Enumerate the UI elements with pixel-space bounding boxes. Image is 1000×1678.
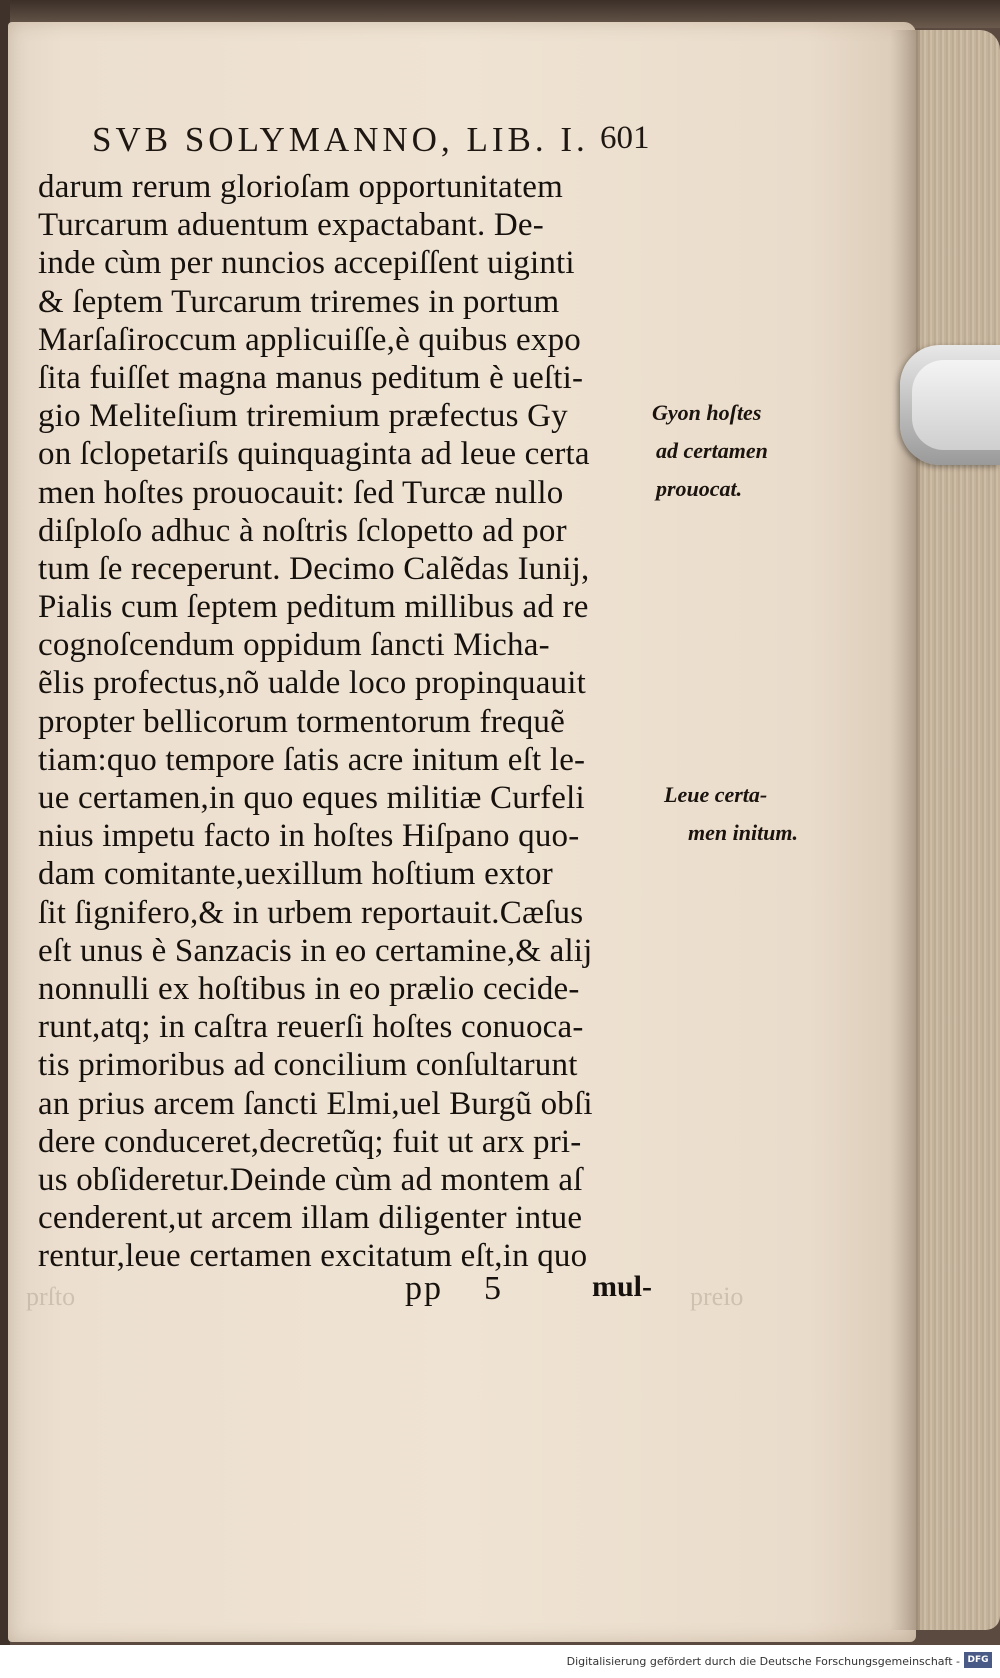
text-line: Pialis cum ſeptem peditum millibus ad re: [38, 589, 589, 626]
footer-credit: Digitalisierung gefördert durch die Deutsche Forschungsgemeinschaft -: [566, 1655, 960, 1668]
text-line: ue certamen,in quo eques militiæ Curfeli: [38, 780, 585, 816]
text-line: Turcarum aduentum expactabant. De-: [38, 207, 544, 244]
page-fore-edge: [915, 30, 1000, 1630]
text-line: tiam:quo tempore ſatis acre initum eſt le-: [38, 741, 586, 778]
marginal-note: prouocat.: [656, 476, 743, 501]
text-line: & ſeptem Turcarum triremes in portum: [38, 283, 560, 320]
folio-number: 601: [600, 120, 650, 156]
signature-number: 5: [484, 1270, 501, 1307]
book-clip-inner: [912, 360, 1000, 450]
text-line: nonnulli ex hoſtibus in eo prælio cecide-: [38, 970, 580, 1007]
marginal-note: Leue certa-: [664, 782, 768, 807]
bleed-through-text: preio: [690, 1282, 744, 1311]
running-title: SVB SOLYMANNO, LIB. I.: [92, 120, 589, 159]
text-line: cenderent,ut arcem illam diligenter intue: [38, 1200, 583, 1237]
text-line: runt,atq; in caſtra reuerſi hoſtes conuoca-: [38, 1009, 584, 1046]
text-line: diſploſo adhuc à noſtris ſclopetto ad por: [38, 512, 567, 549]
bleed-through-text: prſto: [26, 1282, 76, 1311]
text-line: us obſideretur.Deinde cùm ad montem aſ: [38, 1161, 583, 1198]
text-line: tis primoribus ad concilium conſultarunt: [38, 1047, 578, 1084]
text-line: tum ſe receperunt. Decimo Calẽdas Iunij,: [38, 550, 590, 587]
text-line: ſita fuiſſet magna manus peditum è ueſti-: [38, 359, 584, 396]
signature-mark: pp: [405, 1270, 443, 1307]
page-shadow: [890, 30, 920, 1630]
marginal-note: Gyon hoſtes: [652, 400, 762, 425]
text-line: nius impetu facto in hoſtes Hiſpano quo-: [38, 818, 580, 855]
text-line: dere conduceret,decretũq; fuit ut arx pri-: [38, 1123, 582, 1160]
text-line: ẽlis profectus,nõ ualde loco propinquauit: [38, 665, 586, 702]
dfg-logo: DFG: [964, 1652, 992, 1668]
marginal-note: ad certamen: [656, 438, 768, 463]
text-line: ſit ſignifero,& in urbem reportauit.Cæſus: [38, 894, 584, 931]
text-line: cognoſcendum oppidum ſancti Micha-: [38, 627, 550, 664]
text-line: inde cùm per nuncios accepiſſent uiginti: [38, 245, 575, 282]
text-line: an prius arcem ſancti Elmi,uel Burgũ obſi: [38, 1085, 593, 1122]
text-line: propter bellicorum tormentorum frequẽ: [38, 703, 565, 740]
text-line: dam comitante,uexillum hoſtium extor: [38, 856, 553, 893]
text-line: men hoſtes prouocauit: ſed Turcæ nullo: [38, 474, 564, 511]
text-line: Marſaſiroccum applicuiſſe,è quibus expo: [38, 321, 581, 358]
catchword: mul-: [592, 1270, 652, 1303]
text-line: eſt unus è Sanzacis in eo certamine,& alij: [38, 932, 593, 969]
body-text: [38, 168, 678, 1275]
text-line: rentur,leue certamen excitatum eſt,in quo: [38, 1238, 588, 1275]
text-line: on ſclopetariſs quinquaginta ad leue certa: [38, 436, 590, 473]
text-line: darum rerum glorioſam opportunitatem: [38, 169, 563, 205]
text-line: gio Meliteſium triremium præfectus Gy: [38, 398, 568, 435]
marginal-note: men initum.: [688, 820, 799, 845]
